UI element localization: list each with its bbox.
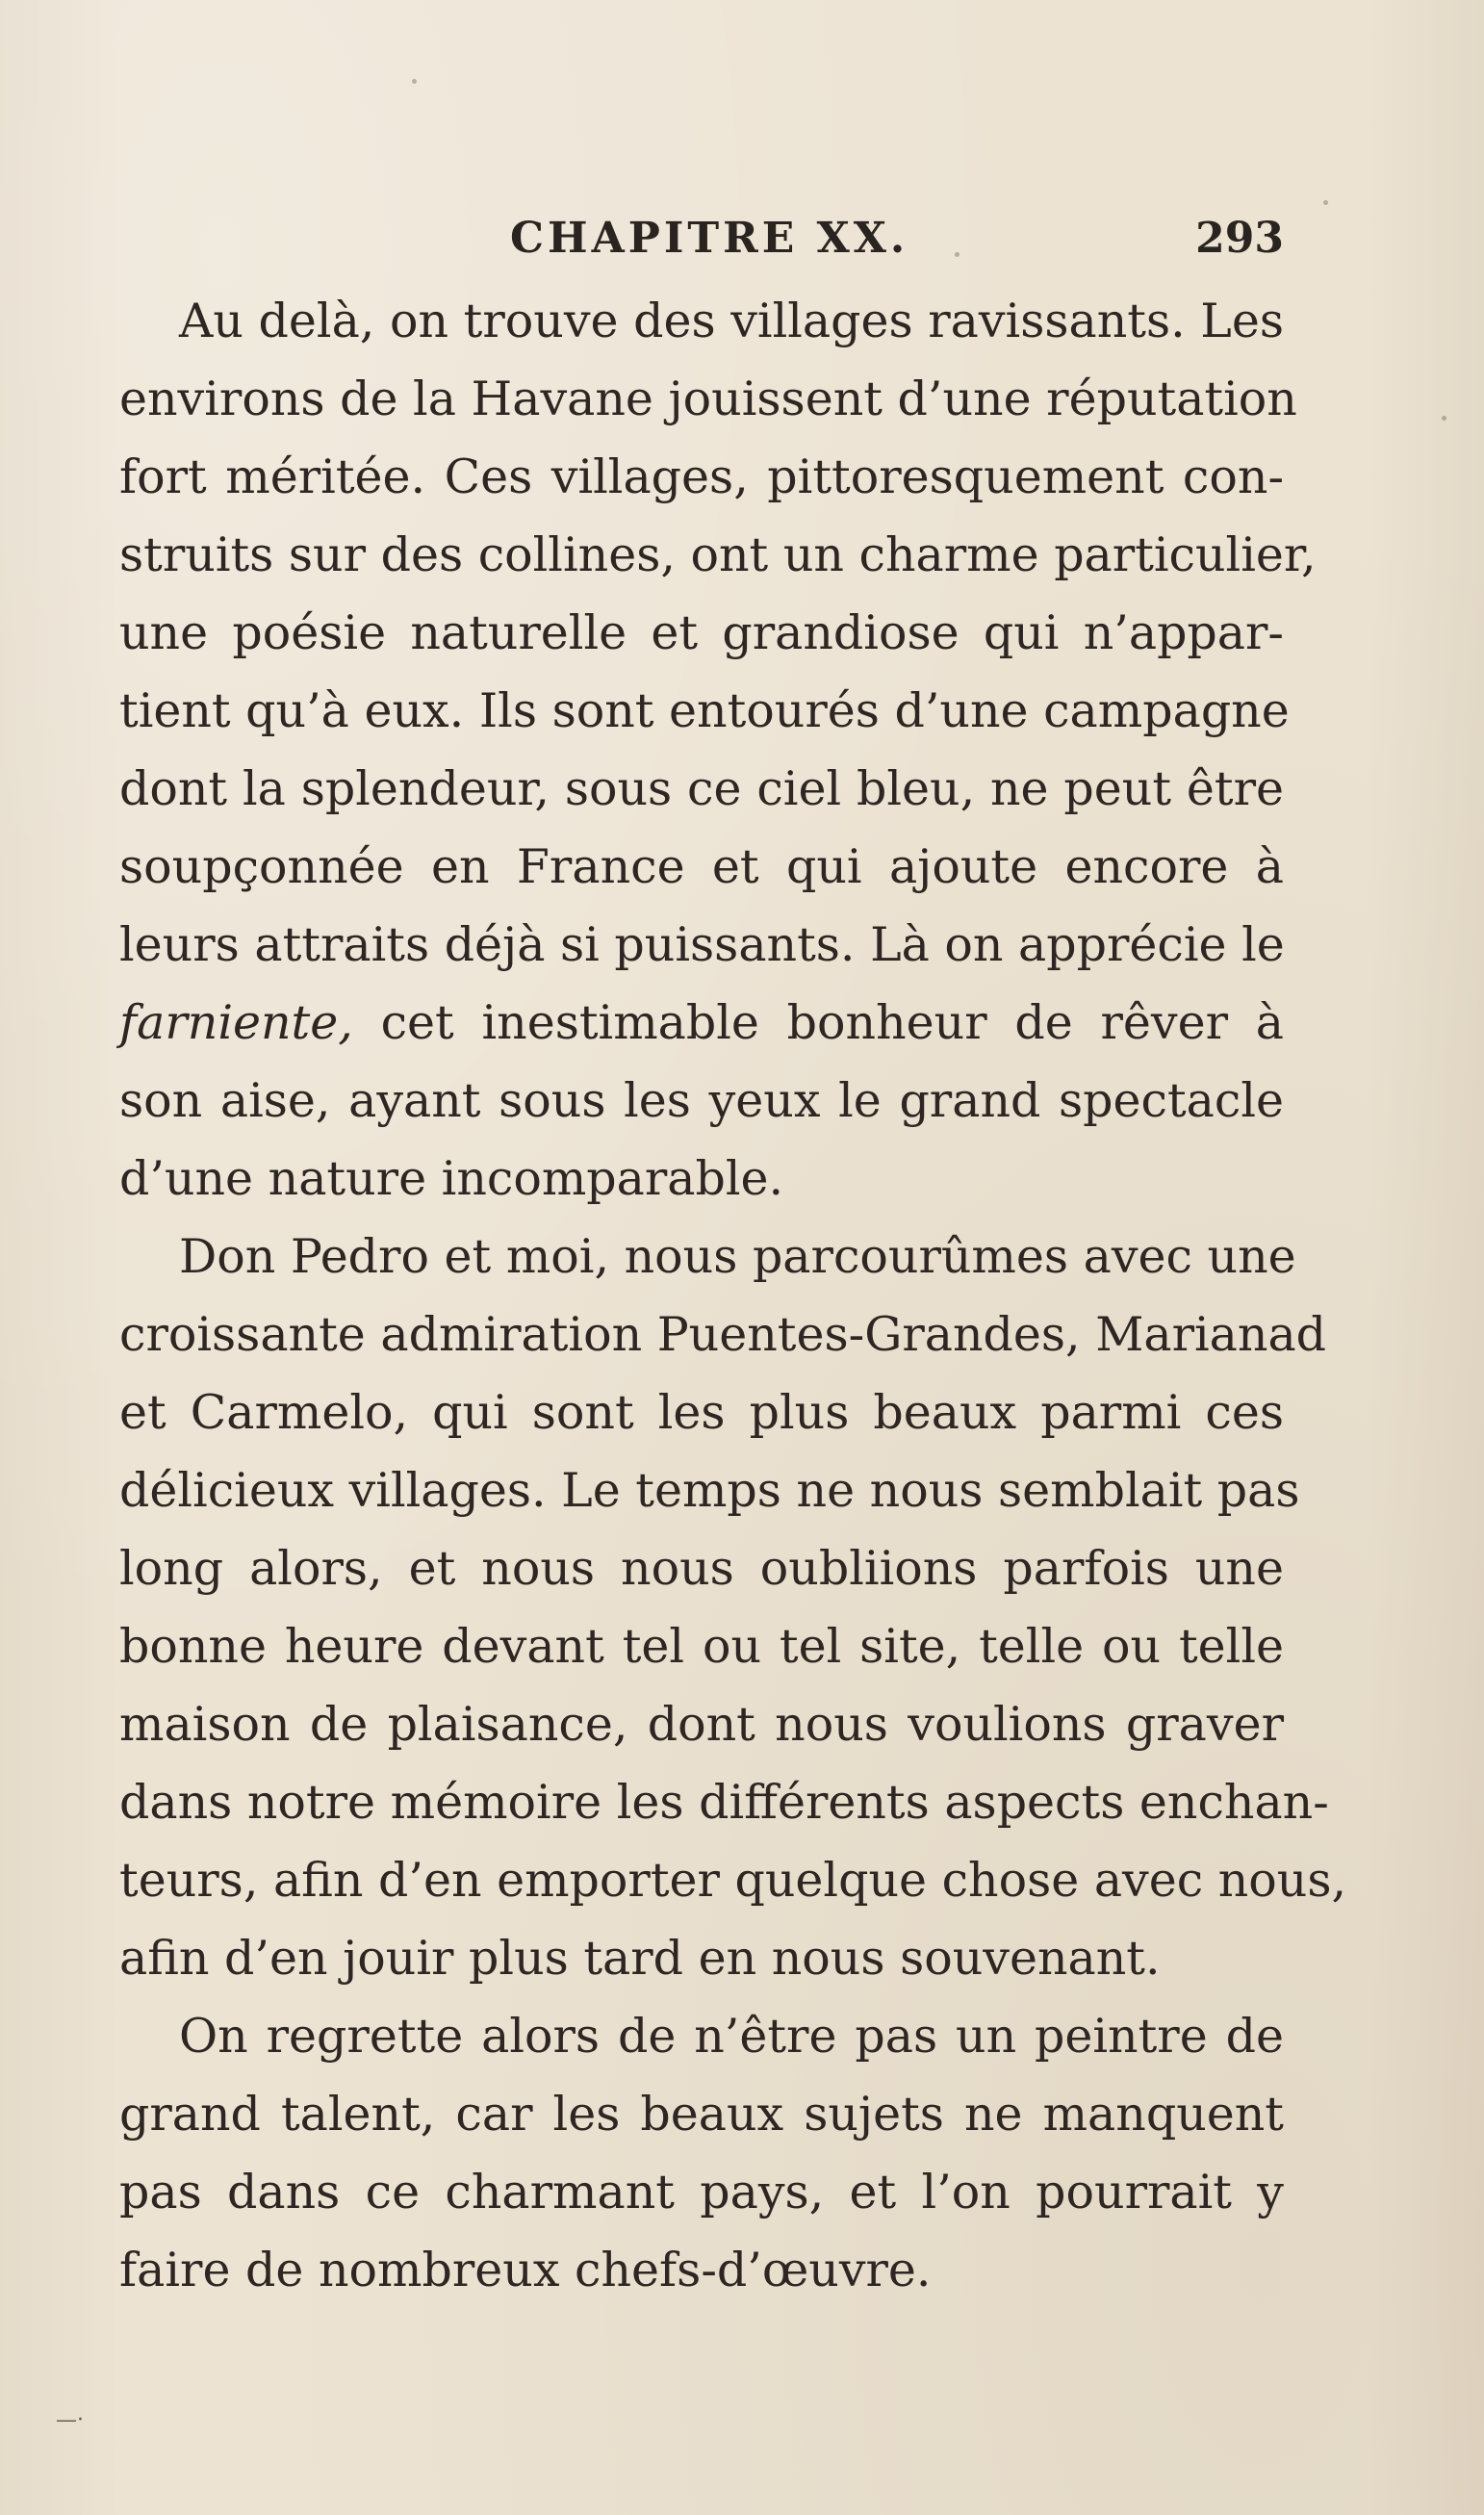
- running-head: [119, 210, 1284, 268]
- text-line: pas dans ce charmant pays, et l’on pourrait y: [119, 2165, 1284, 2220]
- text-line: une poésie naturelle et grandiose qui n’appar-: [119, 605, 1284, 660]
- text-line: teurs, afin d’en emporter quelque chose avec nous,: [119, 1853, 1347, 1908]
- text-line: fort méritée. Ces villages, pittoresquement con-: [119, 449, 1284, 504]
- text-line: dont la splendeur, sous ce ciel bleu, ne peut être: [119, 761, 1284, 816]
- text-line: tient qu’à eux. Ils sont entourés d’une campagne: [119, 683, 1290, 738]
- text-line: struits sur des collines, ont un charme particulier,: [119, 527, 1317, 582]
- text-line: soupçonnée en France et qui ajoute encore à: [119, 839, 1284, 894]
- text-line: bonne heure devant tel ou tel site, telle ou telle: [119, 1619, 1284, 1674]
- text-line: leurs attraits déjà si puissants. Là on apprécie le: [119, 917, 1285, 972]
- paragraph-2: [119, 1218, 1347, 1997]
- text-fragment: cet inestimable bonheur de rêver à: [352, 995, 1284, 1050]
- text-line: croissante admiration Puentes-Grandes, Marianad: [119, 1307, 1327, 1362]
- text-line: [119, 984, 1284, 1062]
- paper-speck: [412, 79, 417, 84]
- chapter-title: CHAPITRE XX.: [510, 214, 909, 263]
- text-line: dans notre mémoire les différents aspects enchan-: [119, 1775, 1329, 1830]
- paper-speck: [1323, 200, 1328, 205]
- body-text: [119, 282, 1347, 2309]
- text-line: d’une nature incomparable.: [119, 1151, 784, 1206]
- text-line: Don Pedro et moi, nous parcourûmes avec une: [179, 1229, 1296, 1284]
- paragraph-3: [119, 1997, 1284, 2309]
- text-line: délicieux villages. Le temps ne nous semblait pas: [119, 1463, 1300, 1518]
- text-line: son aise, ayant sous les yeux le grand spectacle: [119, 1073, 1284, 1128]
- text-line: afin d’en jouir plus tard en nous souvenant.: [119, 1931, 1161, 1986]
- text-line: maison de plaisance, dont nous voulions graver: [119, 1697, 1284, 1752]
- text-line: faire de nombreux chefs-d’œuvre.: [119, 2243, 932, 2297]
- text-line: long alors, et nous nous oubliions parfois une: [119, 1541, 1284, 1596]
- text-line: On regrette alors de n’être pas un peintre de: [179, 2009, 1284, 2064]
- page-number: 293: [1195, 214, 1284, 263]
- text-line: Au delà, on trouve des villages ravissants. Les: [179, 294, 1284, 348]
- text-line: et Carmelo, qui sont les plus beaux parmi ces: [119, 1385, 1284, 1440]
- paragraph-1: [119, 282, 1317, 1218]
- text-line: environs de la Havane jouissent d’une réputation: [119, 372, 1297, 426]
- paper-speck: [1442, 416, 1446, 421]
- italic-word: farniente,: [119, 995, 353, 1050]
- footer-mark: —·: [56, 2408, 84, 2432]
- text-line: grand talent, car les beaux sujets ne manquent: [119, 2087, 1284, 2142]
